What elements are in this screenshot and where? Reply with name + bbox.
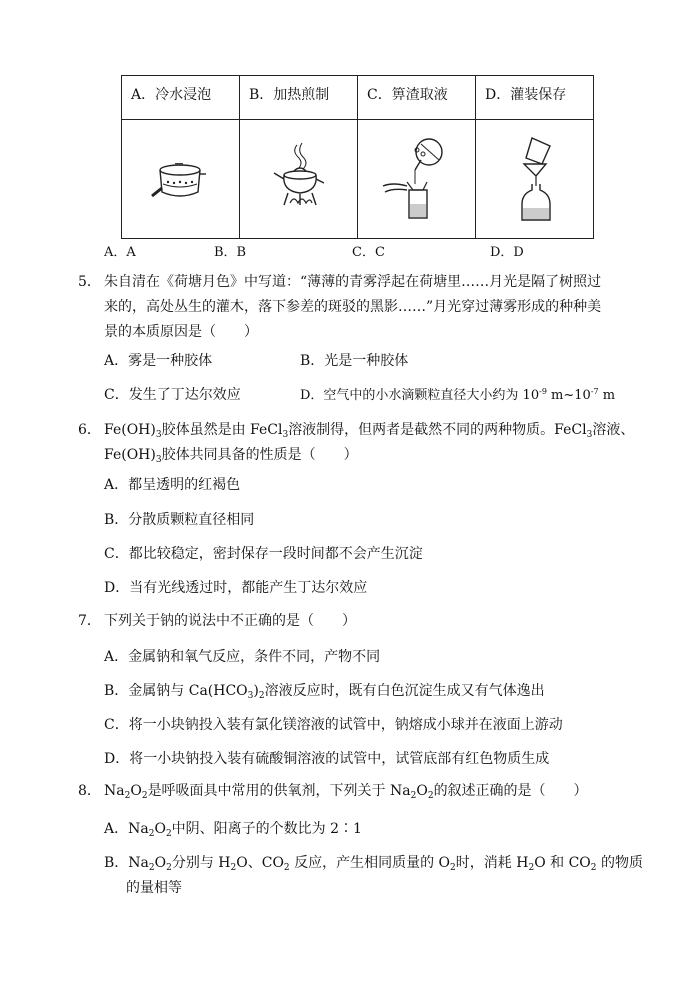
q4-option-b: B．B — [214, 245, 247, 260]
table-header-a: A．冷水浸泡 — [122, 76, 240, 120]
q8-option-b: B．$Na_2O_2$分别与 $H_2O$、$CO_2$ 反应，产生相同质量的 $O_2$时，消耗 $H_2O$ 和 $CO_2$ 的物质 的量相等 — [104, 855, 643, 896]
q6-option-d: D．当有光线透过时，都能产生丁达尔效应 — [104, 580, 368, 596]
q6-option-b: B．分散质颗粒直径相同 — [104, 512, 255, 528]
process-table — [121, 75, 594, 239]
q8-option-a: A．$Na_2O_2$中阴、阳离子的个数比为 2∶1 — [104, 821, 362, 839]
question-stem-line: $Fe(OH)_3$胶体虽然是由 FeCl$_3$溶液制得，但两者是截然不同的两种物质。FeCl$_3$溶液、 — [104, 422, 635, 440]
question-stem-line: 来的，高处丛生的灌木，落下参差的斑驳的黑影……”月光穿过薄雾形成的种种美 — [104, 299, 602, 315]
q6-option-c: C．都比较稳定，密封保存一段时间都不会产生沉淀 — [104, 546, 423, 562]
q7-option-c: C．将一小块钠投入装有氯化镁溶液的试管中，钠熔成小球并在液面上游动 — [104, 717, 563, 733]
q7-option-d: D．将一小块钠投入装有硫酸铜溶液的试管中，试管底部有红色物质生成 — [104, 751, 550, 767]
q7-option-b: B．金属钠与 $Ca(HCO_3)_2$溶液反应时，既有白色沉淀生成又有气体逸出 — [104, 683, 545, 701]
q6-option-a: A．都呈透明的红褐色 — [104, 477, 241, 493]
question-stem-line: 景的本质原因是（ ） — [104, 324, 258, 340]
bottling-illustration — [476, 120, 594, 239]
soak-illustration — [122, 120, 240, 239]
q5-option-d: D．空气中的小水滴颗粒直径大小约为 $10^{-9}$ $m\sim 10^{-7}$ m — [300, 387, 616, 403]
question-8 — [78, 779, 638, 804]
q5-option-c: C．发生了丁达尔效应 — [104, 387, 241, 403]
question-stem-line: $Fe(OH)_3$胶体共同具备的性质是（ ） — [104, 447, 358, 465]
question-6 — [78, 418, 638, 468]
question-stem-line: $Na_2O_2$是呼吸面具中常用的供氧剂，下列关于 $Na_2O_2$的叙述正确的是（ ） — [104, 783, 588, 801]
q5-option-b: B．光是一种胶体 — [300, 353, 409, 369]
table-header-d: D．灌装保存 — [476, 76, 594, 120]
question-number: 8． — [78, 783, 101, 799]
question-5 — [78, 270, 638, 345]
question-number: 5． — [78, 274, 101, 290]
question-7 — [78, 609, 638, 634]
question-stem-line: 朱自清在《荷塘月色》中写道：“薄薄的青雾浮起在荷塘里……月光是隔了树照过 — [104, 274, 602, 290]
question-number: 7． — [78, 613, 101, 629]
question-stem-line: 下列关于钠的说法中不正确的是（ ） — [104, 613, 356, 629]
table-header-c: C．箅渣取液 — [358, 76, 476, 120]
filter-illustration — [358, 120, 476, 239]
q5-option-a: A．雾是一种胶体 — [104, 353, 213, 369]
decoct-illustration — [240, 120, 358, 239]
q4-option-c: C．C — [352, 245, 385, 260]
q4-option-d: D．D — [490, 245, 524, 260]
table-header-b: B．加热煎制 — [240, 76, 358, 120]
q4-option-a: A．A — [104, 245, 136, 260]
q7-option-a: A．金属钠和氧气反应，条件不同，产物不同 — [104, 649, 381, 665]
question-number: 6． — [78, 422, 101, 438]
